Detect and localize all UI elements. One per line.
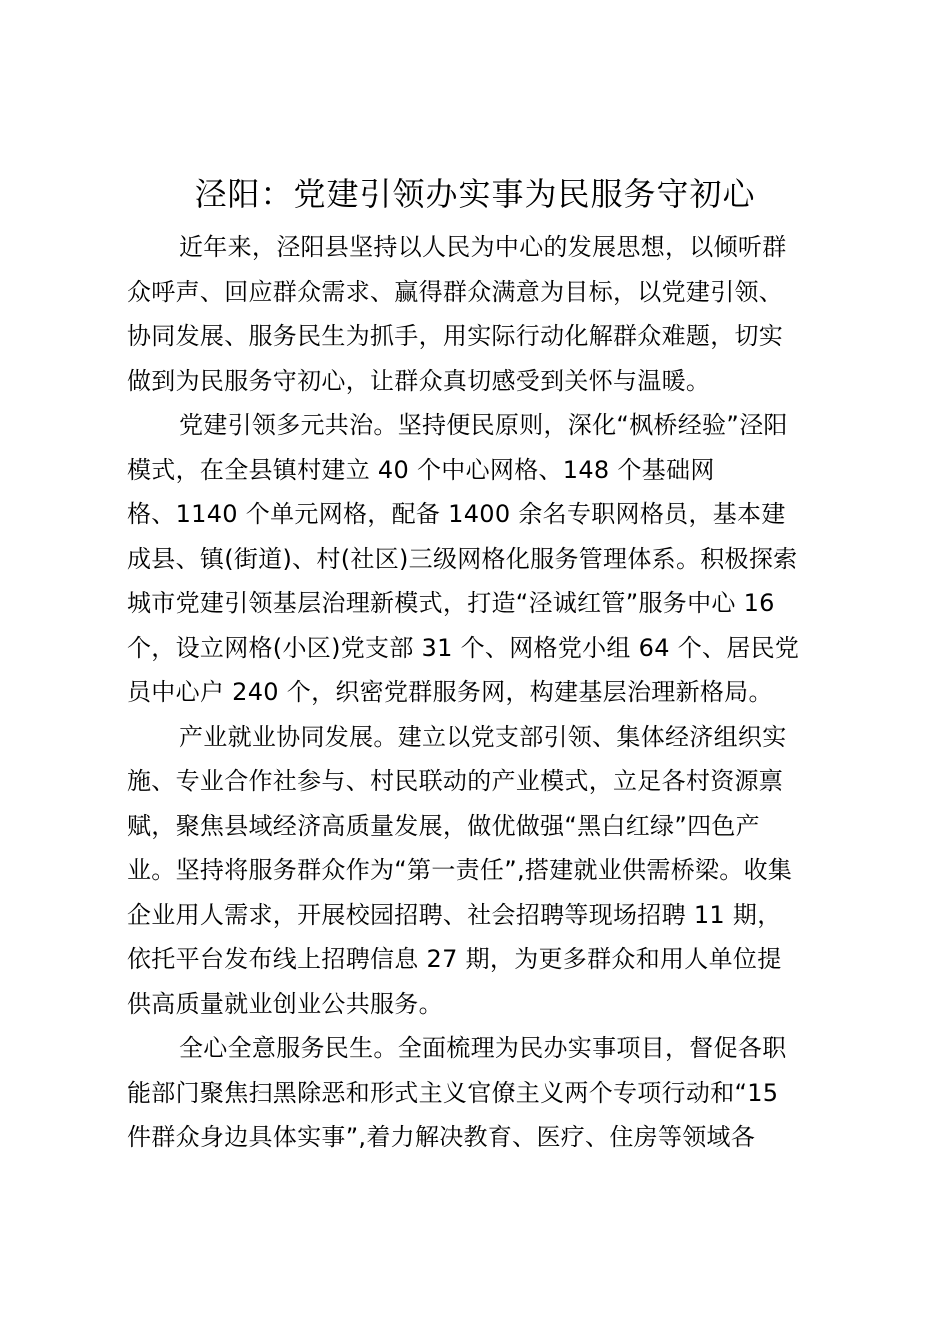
paragraph-line: 赋，聚焦县域经济高质量发展，做优做强“黑白红绿”四色产: [127, 811, 760, 840]
paragraph-line: 个，设立网格(小区)党支部 31 个、网格党小组 64 个、居民党: [127, 633, 800, 662]
paragraph-2: [127, 403, 827, 715]
paragraph-line: 党建引领多元共治。坚持便民原则，深化“枫桥经验”泾阳: [179, 411, 788, 439]
paragraph-line: 众呼声、回应群众需求、赢得群众满意为目标，以党建引领、: [127, 277, 784, 306]
document-body: [127, 225, 827, 1160]
paragraph-line: 成县、镇(街道)、村(社区)三级网格化服务管理体系。积极探索: [127, 544, 798, 573]
paragraph-line: 件群众身边具体实事”,着力解决教育、医疗、住房等领域各: [127, 1123, 756, 1151]
paragraph-line: 全心全意服务民生。全面梳理为民办实事项目，督促各职: [179, 1034, 787, 1062]
paragraph-line: 协同发展、服务民生为抓手，用实际行动化解群众难题，切实: [127, 322, 784, 350]
paragraph-line: 能部门聚焦扫黑除恶和形式主义官僚主义两个专项行动和“15: [127, 1078, 779, 1107]
paragraph-line: 近年来，泾阳县坚持以人民为中心的发展思想，以倾听群: [179, 233, 787, 261]
paragraph-4: [127, 1026, 827, 1160]
paragraph-line: 企业用人需求，开展校园招聘、社会招聘等现场招聘 11 期，: [127, 900, 782, 929]
paragraph-line: 产业就业协同发展。建立以党支部引领、集体经济组织实: [179, 722, 787, 751]
document-title: 泾阳：党建引领办实事为民服务守初心: [194, 175, 756, 213]
paragraph-line: 施、专业合作社参与、村民联动的产业模式，立足各村资源禀: [127, 767, 784, 795]
paragraph-line: 供高质量就业创业公共服务。: [127, 989, 443, 1018]
paragraph-line: 依托平台发布线上招聘信息 27 期，为更多群众和用人单位提: [127, 945, 782, 973]
paragraph-line: 员中心户 240 个，织密党群服务网，构建基层治理新格局。: [127, 678, 773, 706]
paragraph-line: 模式，在全县镇村建立 40 个中心网格、148 个基础网: [127, 455, 715, 484]
paragraph-line: 做到为民服务守初心，让群众真切感受到关怀与温暖。: [127, 366, 711, 395]
paragraph-line: 格、1140 个单元网格，配备 1400 余名专职网格员，基本建: [127, 500, 786, 528]
paragraph-line: 业。坚持将服务群众作为“第一责任”,搭建就业供需桥梁。收集: [127, 856, 793, 884]
paragraph-1: [127, 225, 827, 403]
paragraph-line: 城市党建引领基层治理新模式，打造“泾诚红管”服务中心 16: [127, 589, 775, 617]
paragraph-3: [127, 715, 827, 1027]
